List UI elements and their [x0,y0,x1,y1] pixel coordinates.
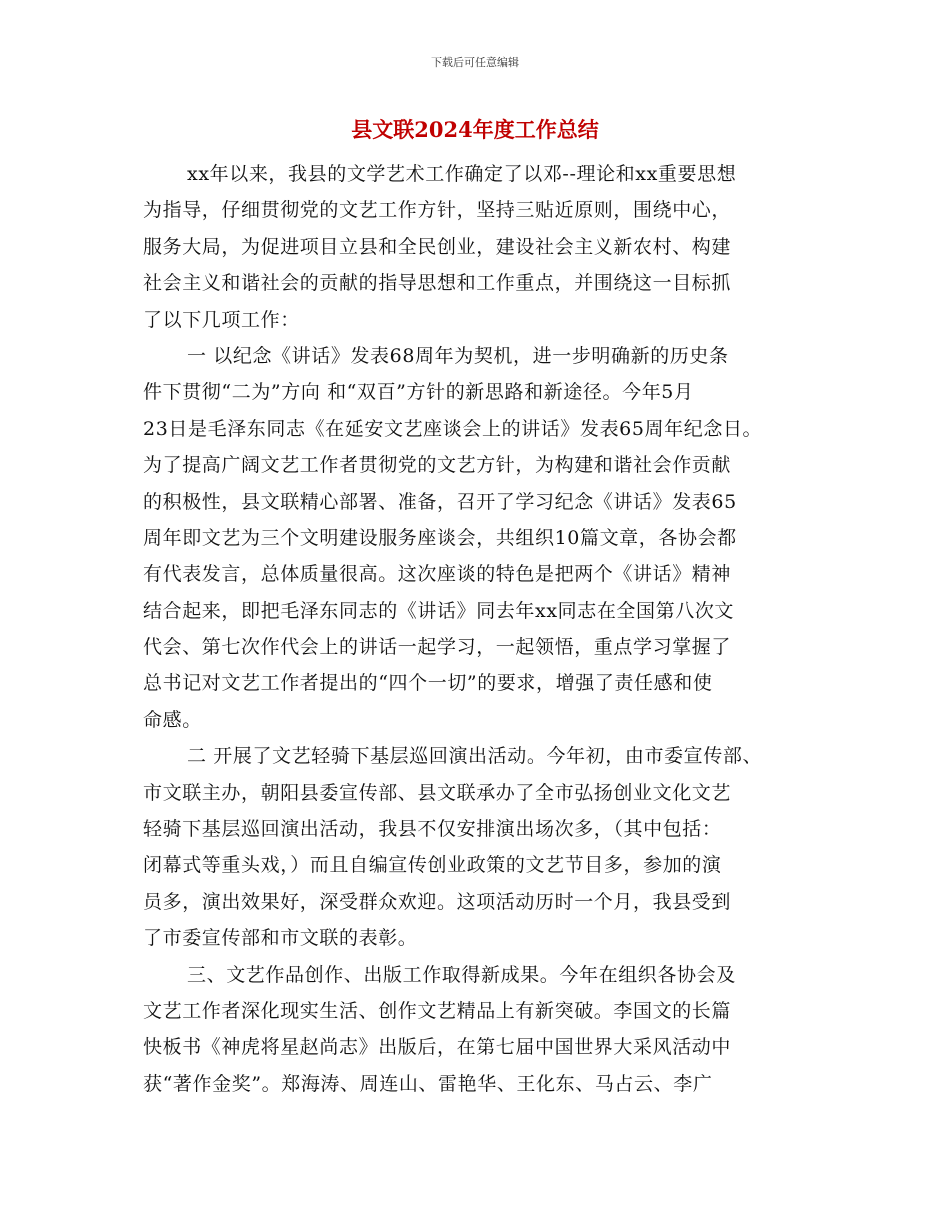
text-line: 三、文艺作品创作、出版工作取得新成果。今年在组织各协会及 [187,963,736,986]
text-line: 文艺工作者深化现实生活、创作文艺精品上有新突破。李国文的长篇 [143,999,732,1022]
text-line: 了市委宣传部和市文联的表彰。 [143,927,418,950]
text-line: 市文联主办，朝阳县委宣传部、县文联承办了全市弘扬创业文化文艺 [143,781,732,804]
text-line: 代会、第七次作代会上的讲话一起学习，一起领悟，重点学习掌握了 [143,636,732,659]
text-line: 社会主义和谐社会的贡献的指导思想和工作重点，并围绕这一目标抓 [143,272,732,295]
text-line: 23日是毛泽东同志《在延安文艺座谈会上的讲话》发表65周年纪念日。 [143,417,763,440]
text-line: 总书记对文艺工作者提出的“四个一切”的要求，增强了责任感和使 [143,672,713,695]
text-line: 闭幕式等重头戏，）而且自编宣传创业政策的文艺节目多，参加的演 [143,854,722,877]
text-line: 员多，演出效果好，深受群众欢迎。这项活动历时一个月，我县受到 [143,890,732,913]
text-line: 轻骑下基层巡回演出活动，我县不仅安排演出场次多，（其中包括： [143,818,722,841]
text-line: xx年以来，我县的文学艺术工作确定了以邓--理论和xx重要思想 [187,163,737,185]
text-line: 快板书《神虎将星赵尚志》出版后，在第七届中国世界大采风活动中 [143,1036,732,1059]
text-line: 周年即文艺为三个文明建设服务座谈会，共组织10篇文章，各协会都 [143,526,737,549]
text-line: 为指导，仔细贯彻党的文艺工作方针，坚持三贴近原则，围绕中心， [143,199,732,222]
header-note: 下载后可任意编辑 [431,56,519,69]
text-line: 的积极性，县文联精心部署、准备，召开了学习纪念《讲话》发表65 [143,490,737,513]
text-line: 二 开展了文艺轻骑下基层巡回演出活动。今年初，由市委宣传部、 [187,745,763,768]
text-line: 了以下几项工作： [143,308,300,331]
text-line: 结合起来，即把毛泽东同志的《讲话》同去年xx同志在全国第八次文 [143,599,735,622]
text-line: 服务大局，为促进项目立县和全民创业，建设社会主义新农村、构建 [143,235,732,258]
text-line: 件下贯彻“二为”方向 和“双百”方针的新思路和新途径。今年5月 [143,381,694,404]
document-title: 县文联2024年度工作总结 [351,117,599,142]
text-line: 命感。 [143,708,202,731]
text-line: 为了提高广阔文艺工作者贯彻党的文艺方针，为构建和谐社会作贡献 [143,454,732,477]
text-line: 获“著作金奖”。郑海涛、周连山、雷艳华、王化东、马占云、李广 [143,1072,713,1095]
text-line: 一 以纪念《讲话》发表68周年为契机，进一步明确新的历史条 [187,344,729,367]
text-line: 有代表发言，总体质量很高。这次座谈的特色是把两个《讲话》精神 [143,563,732,586]
document-body [143,156,823,1102]
